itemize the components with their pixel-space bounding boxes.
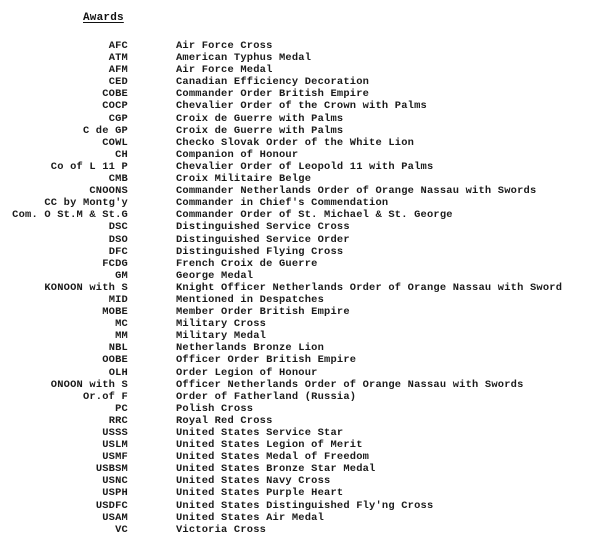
list-item (0, 76, 612, 88)
award-abbreviation: PC (115, 402, 128, 415)
award-abbreviation: FCDG (102, 257, 128, 270)
award-abbreviation: DSO (108, 233, 128, 246)
award-abbreviation: VC (115, 523, 128, 536)
award-full-name: Chevalier Order of Leopold 11 with Palms (176, 160, 434, 173)
award-full-name: Air Force Cross (176, 40, 273, 52)
award-full-name: Distinguished Service Order (176, 233, 350, 246)
award-full-name: Companion of Honour (176, 148, 299, 161)
award-full-name: Order of Fatherland (Russia) (176, 390, 357, 403)
list-item (0, 306, 612, 318)
list-item (0, 500, 612, 512)
award-abbreviation: MC (115, 318, 128, 331)
award-full-name: Military Cross (176, 318, 267, 331)
award-abbreviation: USBSM (95, 463, 128, 476)
award-full-name: United States Medal of Freedom (176, 451, 370, 464)
award-abbreviation: Com. O St.M & St.G (12, 209, 128, 222)
award-abbreviation: OLH (108, 366, 128, 379)
award-full-name: United States Purple Heart (176, 487, 344, 500)
award-full-name: George Medal (176, 269, 254, 282)
list-item (0, 439, 612, 451)
award-abbreviation: USPH (102, 487, 128, 500)
list-item (0, 270, 612, 282)
award-abbreviation: CED (108, 76, 128, 89)
list-item (0, 197, 612, 209)
award-abbreviation: ONOON with S (50, 378, 128, 391)
list-item (0, 52, 612, 64)
award-full-name: Air Force Medal (176, 64, 273, 77)
award-full-name: Knight Officer Netherlands Order of Orange Nassau with Sword (176, 281, 563, 294)
list-item (0, 379, 612, 391)
award-abbreviation: RRC (108, 414, 128, 427)
list-item (0, 330, 612, 342)
award-abbreviation: COWL (102, 136, 128, 149)
award-full-name: United States Legion of Merit (176, 439, 363, 452)
award-abbreviation: CGP (108, 112, 128, 125)
award-abbreviation: USSS (102, 427, 128, 439)
award-abbreviation: AFC (108, 40, 128, 52)
award-full-name: American Typhus Medal (176, 52, 312, 65)
list-item (0, 282, 612, 294)
list-item (0, 125, 612, 137)
award-abbreviation: AFM (108, 64, 128, 77)
list-item (0, 427, 612, 439)
award-full-name: Distinguished Service Cross (176, 221, 350, 234)
list-item (0, 367, 612, 379)
award-full-name: United States Bronze Star Medal (176, 463, 376, 476)
award-abbreviation: USLM (102, 439, 128, 452)
list-item (0, 487, 612, 499)
award-abbreviation: GM (115, 269, 128, 282)
list-item (0, 246, 612, 258)
award-full-name: Croix de Guerre with Palms (176, 124, 344, 137)
award-abbreviation: KONOON with S (44, 281, 128, 294)
list-item (0, 161, 612, 173)
list-item (0, 100, 612, 112)
list-item (0, 137, 612, 149)
award-abbreviation: Or.of F (82, 390, 128, 403)
award-full-name: Commander Netherlands Order of Orange Nassau with Swords (176, 185, 537, 198)
award-abbreviation: DFC (108, 245, 128, 258)
list-item (0, 294, 612, 306)
list-item (0, 354, 612, 366)
award-full-name: Officer Order British Empire (176, 354, 357, 367)
award-full-name: Member Order British Empire (176, 306, 350, 319)
list-item (0, 185, 612, 197)
list-item (0, 88, 612, 100)
award-abbreviation: COCP (102, 100, 128, 113)
award-abbreviation: Co of L 11 P (50, 160, 128, 173)
list-item (0, 512, 612, 524)
awards-list (0, 40, 612, 536)
award-abbreviation: MID (108, 293, 128, 306)
award-full-name: Checko Slovak Order of the White Lion (176, 136, 415, 149)
award-abbreviation: MOBE (102, 306, 128, 319)
list-item (0, 451, 612, 463)
award-abbreviation: DSC (108, 221, 128, 234)
award-full-name: Commander in Chief's Commendation (176, 197, 389, 210)
award-abbreviation: USNC (102, 475, 128, 488)
award-full-name: Mentioned in Despatches (176, 293, 325, 306)
list-item (0, 209, 612, 221)
list-item (0, 342, 612, 354)
list-item (0, 415, 612, 427)
award-full-name: Commander Order of St. Michael & St. George (176, 209, 453, 222)
award-full-name: United States Service Star (176, 427, 344, 439)
list-item (0, 524, 612, 536)
list-item (0, 173, 612, 185)
list-item (0, 475, 612, 487)
list-item (0, 234, 612, 246)
list-item (0, 463, 612, 475)
list-item (0, 221, 612, 233)
list-item (0, 149, 612, 161)
list-item (0, 258, 612, 270)
award-abbreviation: ATM (108, 52, 128, 65)
list-item (0, 113, 612, 125)
award-abbreviation: NBL (108, 342, 128, 355)
award-full-name: United States Distinguished Fly'ng Cross (176, 499, 434, 512)
list-item (0, 40, 612, 52)
award-full-name: Croix de Guerre with Palms (176, 112, 344, 125)
award-full-name: Netherlands Bronze Lion (176, 342, 325, 355)
award-abbreviation: CNOONS (89, 185, 128, 198)
award-abbreviation: USMF (102, 451, 128, 464)
award-full-name: United States Navy Cross (176, 475, 331, 488)
award-abbreviation: OOBE (102, 354, 128, 367)
award-full-name: Order Legion of Honour (176, 366, 318, 379)
list-item (0, 318, 612, 330)
page-heading: Awards (83, 12, 124, 24)
award-full-name: Victoria Cross (176, 523, 267, 536)
award-abbreviation: MM (115, 330, 128, 343)
award-full-name: Royal Red Cross (176, 414, 273, 427)
award-full-name: Military Medal (176, 330, 267, 343)
award-full-name: Distinguished Flying Cross (176, 245, 344, 258)
award-full-name: Officer Netherlands Order of Orange Nassau with Swords (176, 378, 524, 391)
award-full-name: United States Air Medal (176, 511, 325, 524)
award-abbreviation: CC by Montg'y (44, 197, 128, 210)
award-abbreviation: C de GP (82, 124, 128, 137)
list-item (0, 403, 612, 415)
list-item (0, 391, 612, 403)
award-full-name: Polish Cross (176, 402, 254, 415)
award-full-name: Croix Militaire Belge (176, 173, 312, 186)
award-full-name: French Croix de Guerre (176, 257, 318, 270)
list-item (0, 64, 612, 76)
award-abbreviation: USDFC (95, 499, 128, 512)
award-abbreviation: CH (115, 148, 128, 161)
award-abbreviation: CMB (108, 173, 128, 186)
award-full-name: Canadian Efficiency Decoration (176, 76, 370, 89)
award-full-name: Chevalier Order of the Crown with Palms (176, 100, 427, 113)
award-full-name: Commander Order British Empire (176, 88, 370, 101)
award-abbreviation: COBE (102, 88, 128, 101)
award-abbreviation: USAM (102, 511, 128, 524)
